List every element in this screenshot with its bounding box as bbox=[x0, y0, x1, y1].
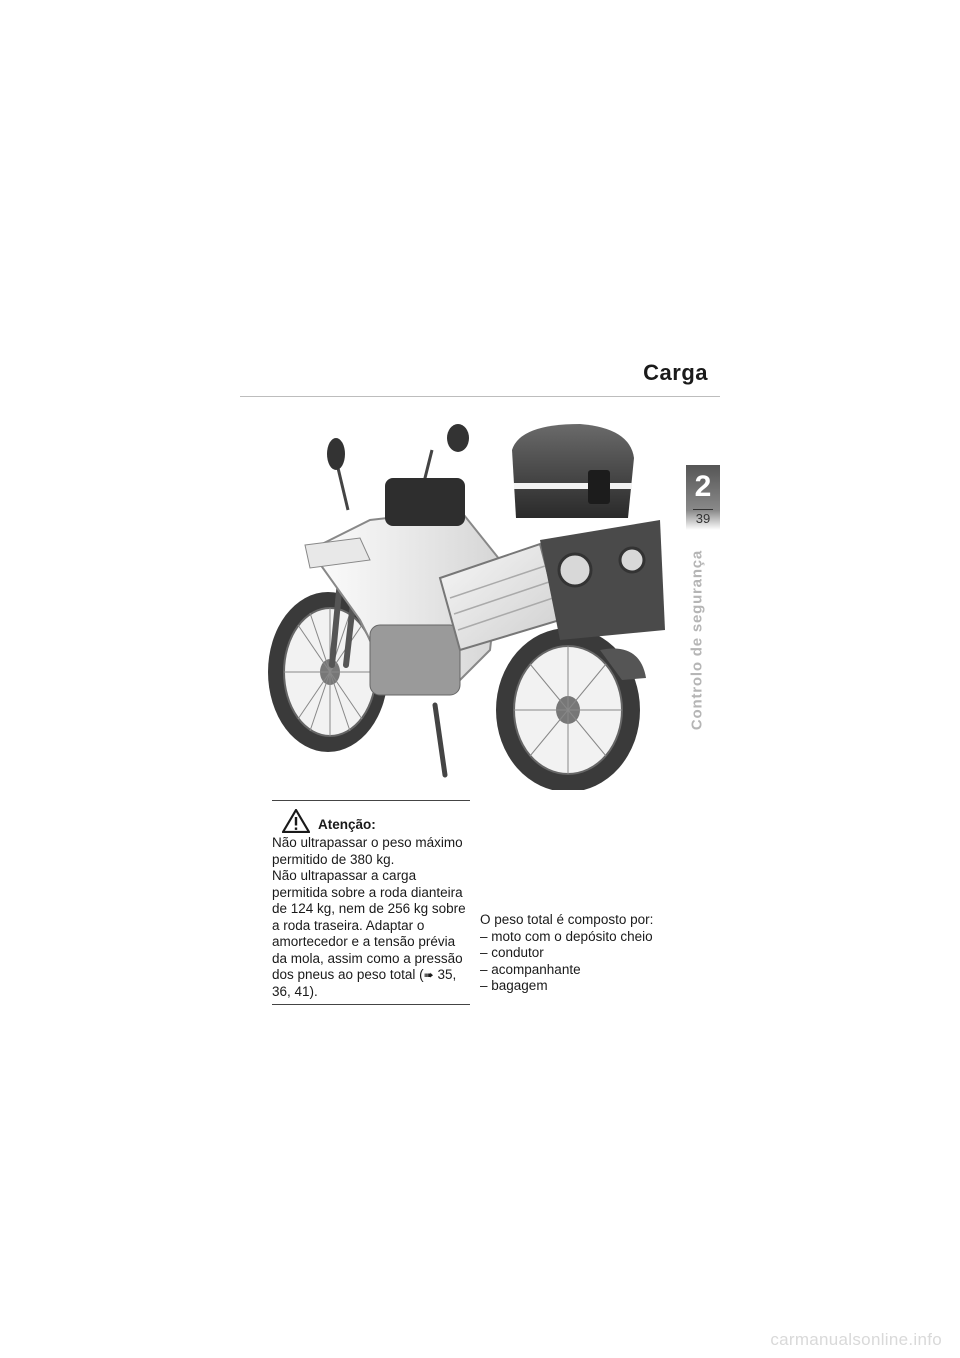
list-item: – acompanhante bbox=[480, 962, 710, 979]
list-item: – bagagem bbox=[480, 978, 710, 995]
tank-bag bbox=[385, 478, 465, 526]
chapter-number: 2 bbox=[694, 470, 712, 503]
warning-note bbox=[272, 800, 470, 1005]
list-item: – moto com o depósito cheio bbox=[480, 929, 710, 946]
reference-arrow-icon: ➠ bbox=[423, 968, 434, 982]
composition-list bbox=[480, 929, 710, 995]
engine bbox=[370, 625, 460, 695]
chapter-side-title: Controlo de segurança bbox=[688, 549, 706, 731]
total-weight-composition bbox=[480, 912, 710, 995]
motorcycle-illustration bbox=[250, 410, 710, 790]
warning-icon bbox=[282, 809, 310, 833]
warning-text bbox=[272, 835, 470, 1000]
warning-paragraph-text: Não ultrapassar a carga permitida sobre a roda dianteira de 124 kg, nem de 256 kg sobre a roda traseira. Adaptar o amortecedor e a tensão prévia da mola, assim como a pressão dos pneus ao peso total bbox=[272, 868, 466, 982]
warning-title: Atenção: bbox=[318, 817, 376, 832]
side-stand bbox=[435, 705, 445, 775]
top-case bbox=[512, 424, 634, 518]
page-reference: 35, 36, 41 bbox=[272, 967, 457, 999]
warning-paragraph: Não ultrapassar a carga permitida sobre a roda dianteira de 124 kg, nem de 256 kg sobre a roda traseira. Adaptar o amortecedor e a tensão prévia da mola, assim como a pressão dos pneus ao peso total (➠ 35, 36, 41). bbox=[272, 868, 466, 999]
title-divider bbox=[240, 396, 720, 397]
page-title: Carga bbox=[643, 360, 708, 385]
warning-paragraph: Não ultrapassar o peso máximo permitido de 380 kg. bbox=[272, 835, 463, 867]
watermark: carmanualsonline.info bbox=[770, 1330, 942, 1349]
list-item: – condutor bbox=[480, 945, 710, 962]
composition-intro: O peso total é composto por: bbox=[480, 912, 654, 927]
page-number: 39 bbox=[695, 511, 711, 526]
